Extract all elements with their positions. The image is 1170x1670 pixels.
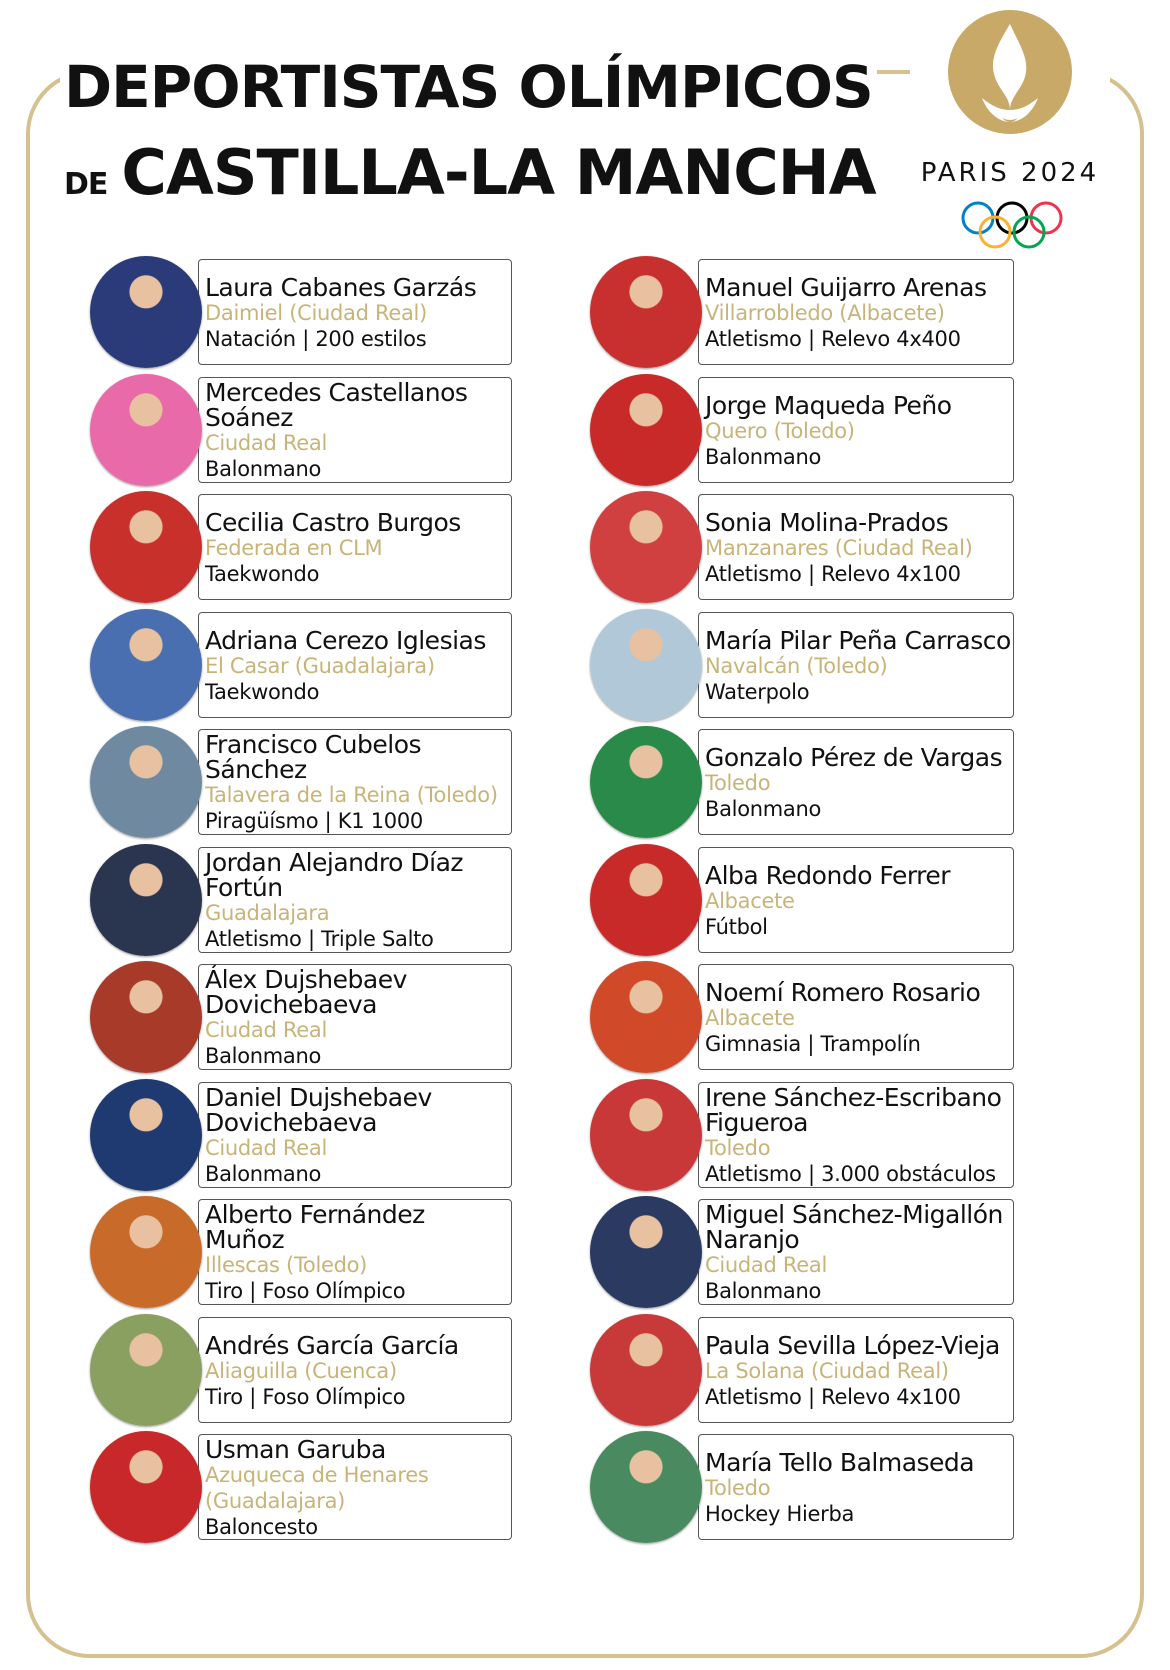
- athlete-place: Manzanares (Ciudad Real): [705, 535, 973, 560]
- athlete-place: Ciudad Real: [205, 1018, 327, 1042]
- athlete-name: Jordan Alejandro Díaz Fortún: [205, 848, 464, 902]
- athlete-name: Adriana Cerezo Iglesias: [205, 625, 486, 655]
- athlete-photo: [90, 256, 202, 368]
- athlete-photo: [590, 961, 702, 1073]
- athlete-info: [205, 730, 509, 833]
- athlete-info: [705, 1200, 1011, 1303]
- athlete-place: Navalcán (Toledo): [705, 653, 888, 678]
- athlete-photo: [590, 256, 702, 368]
- athlete-sport: Atletismo | Relevo 4x400: [705, 326, 961, 351]
- athlete-name: Jorge Maqueda Peño: [705, 390, 952, 420]
- athlete-name: Daniel Dujshebaev Dovichebaeva: [205, 1083, 432, 1137]
- athlete-card: [198, 1082, 512, 1188]
- athlete-card: [198, 612, 512, 718]
- athlete-card: [698, 964, 1014, 1070]
- athlete-place: Illescas (Toledo): [205, 1253, 368, 1277]
- athlete-photo: [90, 1314, 202, 1426]
- athlete-card: [198, 1434, 512, 1540]
- athlete-info: [205, 848, 509, 951]
- athlete-sport: Balonmano: [205, 1044, 322, 1068]
- athlete-name: Alberto Fernández Muñoz: [205, 1200, 425, 1254]
- athlete-sport: Balonmano: [705, 444, 822, 469]
- athlete-info: [205, 965, 509, 1068]
- title-prefix: DE: [64, 167, 108, 202]
- athlete-info: [705, 617, 1011, 715]
- athlete-name: Alba Redondo Ferrer: [705, 860, 951, 890]
- athlete-card: [198, 847, 512, 953]
- athlete-info: [205, 1200, 509, 1303]
- athlete-photo: [590, 844, 702, 956]
- athlete-name: Manuel Guijarro Arenas: [705, 272, 987, 302]
- athlete-info: [705, 852, 1011, 950]
- athlete-info: [205, 617, 509, 715]
- athlete-place: Toledo: [705, 770, 771, 795]
- athlete-name: Miguel Sánchez-Migallón Naranjo: [705, 1200, 1003, 1254]
- athlete-sport: Hockey Hierba: [705, 1501, 855, 1526]
- athlete-place: Toledo: [705, 1136, 771, 1160]
- athlete-info: [705, 734, 1011, 832]
- athlete-photo: [90, 374, 202, 486]
- athlete-photo: [590, 1314, 702, 1426]
- athlete-photo: [590, 1196, 702, 1308]
- athlete-card: [198, 259, 512, 365]
- logo-text: PARIS 2024: [920, 158, 1100, 188]
- athlete-name: Álex Dujshebaev Dovichebaeva: [205, 965, 407, 1019]
- page-title-line1: DEPORTISTAS OLÍMPICOS: [60, 58, 877, 116]
- athlete-place: Federada en CLM: [205, 535, 383, 560]
- paris-2024-logo: [910, 10, 1110, 250]
- athlete-info: [705, 264, 1011, 362]
- athlete-photo: [90, 609, 202, 721]
- athlete-sport: Balonmano: [205, 1162, 322, 1186]
- athlete-name: Andrés García García: [205, 1330, 459, 1360]
- athlete-photo: [90, 1196, 202, 1308]
- athlete-card: [698, 612, 1014, 718]
- athlete-card: [198, 377, 512, 483]
- athlete-card: [698, 1082, 1014, 1188]
- athlete-photo: [90, 844, 202, 956]
- athlete-card: [198, 494, 512, 600]
- athlete-sport: Taekwondo: [205, 679, 320, 704]
- athlete-info: [205, 1434, 509, 1539]
- athlete-photo: [90, 491, 202, 603]
- athlete-sport: Atletismo | 3.000 obstáculos: [705, 1162, 996, 1186]
- athlete-info: [705, 382, 1011, 480]
- athlete-card: [698, 729, 1014, 835]
- athlete-photo: [90, 961, 202, 1073]
- athlete-sport: Balonmano: [205, 457, 322, 481]
- olympic-flame-icon: [910, 10, 1110, 150]
- athlete-info: [705, 499, 1011, 597]
- athlete-info: [205, 264, 509, 362]
- athlete-name: Cecilia Castro Burgos: [205, 507, 461, 537]
- athlete-photo: [590, 726, 702, 838]
- athlete-name: Irene Sánchez-Escribano Figueroa: [705, 1083, 1002, 1137]
- athlete-name: Usman Garuba: [205, 1434, 386, 1464]
- athlete-name: María Tello Balmaseda: [705, 1447, 975, 1477]
- athlete-sport: Fútbol: [705, 914, 768, 939]
- athlete-place: Albacete: [705, 1005, 795, 1030]
- athlete-card: [698, 1199, 1014, 1305]
- athlete-card: [198, 1317, 512, 1423]
- athlete-name: Noemí Romero Rosario: [705, 977, 981, 1007]
- athlete-place: Ciudad Real: [705, 1253, 827, 1277]
- athlete-photo: [590, 1079, 702, 1191]
- athlete-info: [705, 1083, 1011, 1186]
- athlete-photo: [90, 1431, 202, 1543]
- athlete-card: [698, 1434, 1014, 1540]
- athlete-place: La Solana (Ciudad Real): [705, 1358, 949, 1383]
- athlete-sport: Atletismo | Relevo 4x100: [705, 1384, 961, 1409]
- athlete-name: Mercedes Castellanos Soánez: [205, 378, 468, 432]
- athlete-info: [205, 1322, 509, 1420]
- athlete-sport: Tiro | Foso Olímpico: [205, 1384, 406, 1409]
- athlete-card: [698, 494, 1014, 600]
- athlete-info: [705, 1439, 1011, 1537]
- athlete-info: [205, 378, 509, 481]
- athlete-card: [698, 377, 1014, 483]
- athlete-card: [698, 1317, 1014, 1423]
- athlete-name: Gonzalo Pérez de Vargas: [705, 742, 1003, 772]
- page-title-line2: [60, 136, 880, 209]
- athlete-place: Aliaguilla (Cuenca): [205, 1358, 397, 1383]
- athlete-name: Laura Cabanes Garzás: [205, 272, 477, 302]
- athlete-name: Paula Sevilla López-Vieja: [705, 1330, 1000, 1360]
- athlete-sport: Tiro | Foso Olímpico: [205, 1279, 406, 1303]
- athlete-sport: Natación | 200 estilos: [205, 326, 427, 351]
- athlete-name: Francisco Cubelos Sánchez: [205, 730, 422, 784]
- athlete-place: El Casar (Guadalajara): [205, 653, 435, 678]
- athlete-sport: Balonmano: [705, 1279, 822, 1303]
- athlete-sport: Baloncesto: [205, 1514, 318, 1539]
- athlete-info: [205, 1083, 509, 1186]
- athlete-place: Ciudad Real: [205, 1136, 327, 1160]
- athlete-place: Daimiel (Ciudad Real): [205, 300, 427, 325]
- athlete-name: María Pilar Peña Carrasco: [705, 625, 1011, 655]
- athlete-card: [198, 1199, 512, 1305]
- athlete-photo: [590, 374, 702, 486]
- athlete-sport: Balonmano: [705, 796, 822, 821]
- athlete-sport: Taekwondo: [205, 561, 320, 586]
- athlete-place: Villarrobledo (Albacete): [705, 300, 945, 325]
- athlete-photo: [90, 1079, 202, 1191]
- athlete-info: [205, 499, 509, 597]
- athlete-place: Azuqueca de Henares (Guadalajara): [205, 1462, 429, 1513]
- olympic-rings-icon: [960, 200, 1064, 250]
- athlete-card: [698, 847, 1014, 953]
- athlete-card: [198, 729, 512, 835]
- athlete-info: [705, 1322, 1011, 1420]
- athlete-place: Quero (Toledo): [705, 418, 855, 443]
- athlete-place: Guadalajara: [205, 901, 330, 925]
- athlete-photo: [590, 1431, 702, 1543]
- athlete-photo: [590, 491, 702, 603]
- athlete-place: Ciudad Real: [205, 431, 327, 455]
- athlete-place: Albacete: [705, 888, 795, 913]
- athlete-photo: [90, 726, 202, 838]
- athlete-sport: Waterpolo: [705, 679, 810, 704]
- athlete-card: [698, 259, 1014, 365]
- athlete-sport: Piragüísmo | K1 1000: [205, 809, 423, 833]
- athlete-place: Talavera de la Reina (Toledo): [205, 783, 498, 807]
- title-region: CASTILLA-LA MANCHA: [121, 136, 876, 209]
- athlete-sport: Gimnasia | Trampolín: [705, 1031, 921, 1056]
- athlete-card: [198, 964, 512, 1070]
- athlete-sport: Atletismo | Triple Salto: [205, 927, 434, 951]
- athlete-name: Sonia Molina-Prados: [705, 507, 949, 537]
- athlete-info: [705, 969, 1011, 1067]
- athlete-sport: Atletismo | Relevo 4x100: [705, 561, 961, 586]
- athlete-photo: [590, 609, 702, 721]
- athlete-place: Toledo: [705, 1475, 771, 1500]
